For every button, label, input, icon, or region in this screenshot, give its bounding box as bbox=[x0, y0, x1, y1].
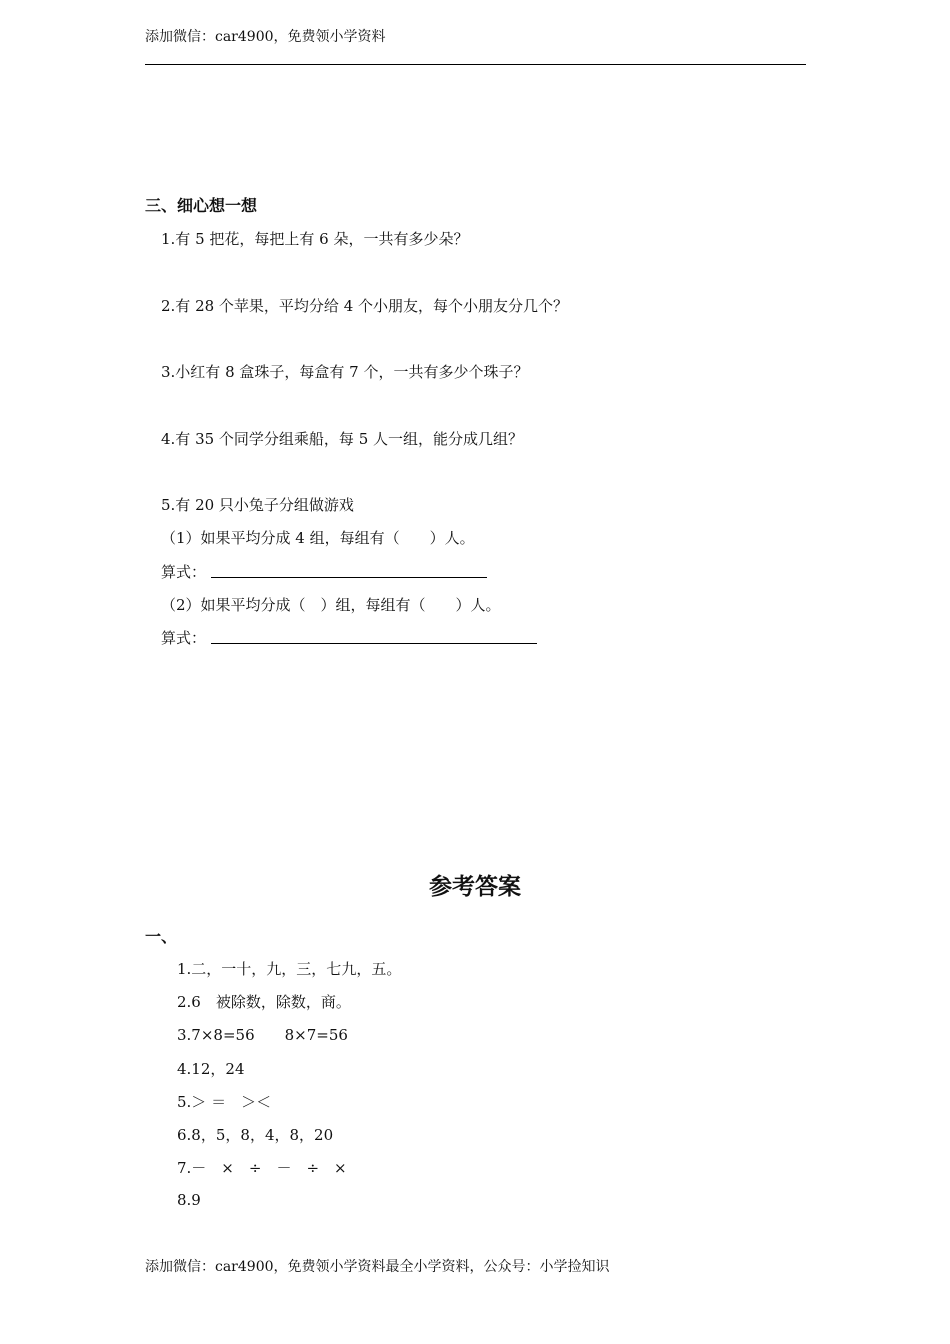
formula-2-label: 算式： bbox=[161, 629, 207, 647]
answer-item-5: 5.＞ ＝ ＞＜ bbox=[177, 1093, 272, 1111]
question-2: 2.有 28 个苹果，平均分给 4 个小朋友，每个小朋友分几个？ bbox=[161, 297, 569, 315]
footer-text: 添加微信：car4900，免费领小学资料最全小学资料，公众号：小学捡知识 bbox=[145, 1259, 610, 1275]
question-4: 4.有 35 个同学分组乘船，每 5 人一组，能分成几组？ bbox=[161, 430, 524, 448]
question-5-part-1: （1）如果平均分成 4 组，每组有（ ）人。 bbox=[161, 529, 475, 547]
formula-1-label: 算式： bbox=[161, 563, 207, 581]
header-divider bbox=[145, 64, 806, 65]
question-5: 5.有 20 只小兔子分组做游戏 bbox=[161, 496, 354, 514]
answer-item-4: 4.12，24 bbox=[177, 1060, 245, 1078]
answer-item-8: 8.9 bbox=[177, 1191, 201, 1209]
section-3-title: 三、细心想一想 bbox=[145, 196, 258, 215]
formula-1-answer-line bbox=[211, 577, 487, 578]
question-5-part-2: （2）如果平均分成（ ）组，每组有（ ）人。 bbox=[161, 596, 501, 614]
answer-item-7: 7.－ × ÷ － ÷ × bbox=[177, 1159, 347, 1177]
answer-part-1-label: 一、 bbox=[145, 927, 178, 946]
formula-2-answer-line bbox=[211, 643, 537, 644]
question-3: 3.小红有 8 盒珠子，每盒有 7 个，一共有多少个珠子？ bbox=[161, 363, 529, 381]
answer-item-3: 3.7×8=56 8×7=56 bbox=[177, 1026, 348, 1044]
answer-item-2: 2.6 被除数，除数，商。 bbox=[177, 993, 351, 1011]
header-text: 添加微信：car4900，免费领小学资料 bbox=[145, 29, 386, 45]
answer-item-1: 1.二，一十，九，三，七九，五。 bbox=[177, 960, 402, 978]
answer-key-title: 参考答案 bbox=[429, 873, 521, 900]
question-1: 1.有 5 把花，每把上有 6 朵，一共有多少朵？ bbox=[161, 230, 469, 248]
answer-item-6: 6.8，5，8，4，8，20 bbox=[177, 1126, 334, 1144]
